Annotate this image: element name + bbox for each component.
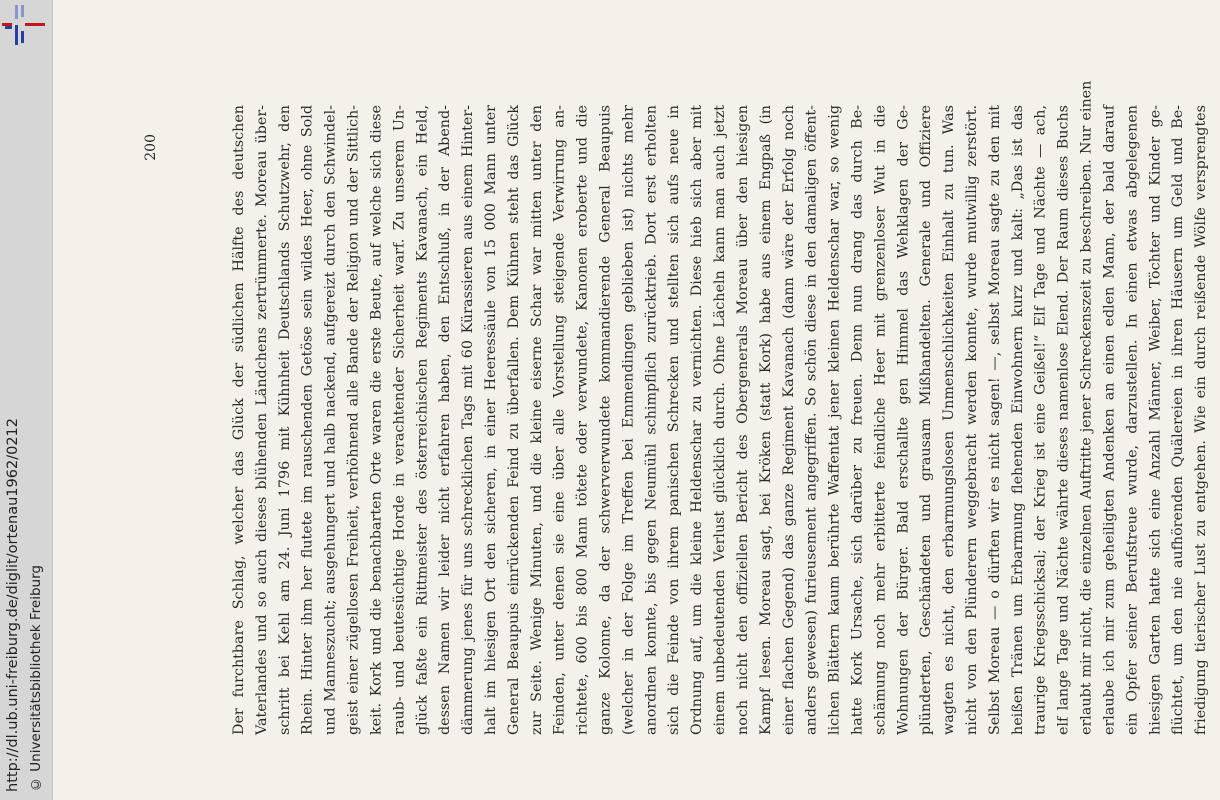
text-line: ganze Kolonne, da der schwerverwundete kommandierende General Beaupuis <box>597 105 614 735</box>
text-line: traurige Kriegsschicksal; der Krieg ist eine Geißel!“ Elf Tage und Nächte — ach, <box>1032 105 1049 735</box>
text-line: elf lange Tage und Nächte währte dieses namenlose Elend. Der Raum dieses Buchs <box>1055 105 1072 735</box>
text-line: hatte Kork Ursache, sich darüber zu freuen. Denn nun drang das durch Be- <box>849 105 866 735</box>
text-line: sich die Feinde von ihrem panischen Schrecken und stellten sich aufs neue in <box>666 105 683 735</box>
text-line: (welcher in der Folge im Treffen bei Emmendingen geblieben ist) nichts mehr <box>620 105 637 735</box>
text-line: keit. Kork und die benachbarten Orte waren die erste Beute, auf welche sich diese <box>368 105 385 735</box>
library-logo-icon <box>2 2 46 48</box>
text-line: Feinden, unter denen sie eine über alle Vorstellung steigende Verwirrung an- <box>551 105 568 735</box>
text-line: Vaterlandes und so auch dieses blühenden Ländchens zertrümmerte. Moreau über- <box>253 105 270 735</box>
text-line: einer flachen Gegend) das ganze Regiment Kavanach (dann wäre der Erfolg noch <box>780 105 797 735</box>
sidebar <box>0 0 53 800</box>
text-line: erlaubt mir nicht, die einzelnen Auftritte jener Schreckenszeit zu beschreiben. Nur einen <box>1078 80 1095 735</box>
text-line: geist einer zügellosen Freiheit, verhöhnend alle Bande der Religion und der Sittlich- <box>345 105 362 735</box>
text-line: Selbst Moreau — o dürften wir es nicht sagen! —, selbst Moreau sagte zu den mit <box>986 105 1003 735</box>
text-line: Ordnung auf, um die kleine Heldenschar zu vernichten. Diese hieb sich aber mit <box>689 105 706 735</box>
text-line: Kampf lesen. Moreau sagt, bei Kröken (statt Kork) habe aus einem Engpaß (in <box>757 105 774 735</box>
page-body-text <box>228 80 1213 735</box>
text-line: schritt bei Kehl am 24. Juni 1796 mit Kühnheit Deutschlands Schutzwehr, den <box>276 105 293 735</box>
text-line: nicht von den Plünderern weggebracht werden konnte, wurde mutwillig zerstört. <box>964 105 980 735</box>
text-line: ein Opfer seiner Berufstreue wurde, darzustellen. In einen etwas abgelegenen <box>1124 105 1141 735</box>
text-line: glück faßte ein Rittmeister des österreichischen Regiments Kavanach, ein Held, <box>414 105 431 735</box>
text-line: und Manneszucht; ausgehungert und halb nackend, aufgereizt durch den Schwindel- <box>322 105 339 735</box>
page-number: 200 <box>143 134 159 161</box>
text-line: plünderten, Geschändeten und grausam Mißhandelten. Generale und Offiziere <box>918 105 935 735</box>
text-line: dessen Namen wir leider nicht erfahren haben, den Entschluß, in der Abend- <box>437 105 454 735</box>
text-line: anders gewesen) furieusement angegriffen. So schön diese in den damaligen öffent- <box>803 105 820 735</box>
text-line: erlaube ich mir zum geheiligten Andenken an einen edlen Mann, der bald darauf <box>1101 105 1118 735</box>
text-line: Der furchtbare Schlag, welcher das Glück der südlichen Hälfte des deutschen <box>231 105 247 735</box>
text-line: richtete, 600 bis 800 Mann tötete oder verwundete, Kanonen eroberte und die <box>574 105 591 735</box>
text-line: schämung noch mehr erbitterte feindliche Heer mit grenzenloser Wut in die <box>872 105 889 735</box>
text-line: halt im hiesigen Ort den sicheren, in einer Heeressäule von 15 000 Mann unter <box>482 105 499 735</box>
text-line: hiesigen Garten hatte sich eine Anzahl Männer, Weiber, Töchter und Kinder ge- <box>1147 105 1164 735</box>
text-line: anordnen konnte, bis gegen Neumühl schimpflich zurücktrieb. Dort erst erholten <box>643 105 660 735</box>
text-line: lichen Blättern kaum berührte Waffentat jener kleinen Heldenschar war, so wenig <box>826 105 843 735</box>
text-line: Wohnungen der Bürger. Bald erschallte gen Himmel das Wehklagen der Ge- <box>895 105 912 735</box>
scanned-page <box>53 0 1220 800</box>
text-line: raub- und beutesüchtige Horde in verachtender Sicherheit warf. Zu unserem Un- <box>391 105 408 735</box>
source-url[interactable]: http://dl.ub.uni-freiburg.de/diglit/ortenau1962/0212 <box>5 418 21 792</box>
text-line: flüchtet, um den nie aufhörenden Quälereien in ihren Häusern um Geld und Be- <box>1170 105 1187 735</box>
text-line: General Beaupuis einrückenden Feind zu überfallen. Dem Kühnen steht das Glück <box>505 105 522 735</box>
text-line: zur Seite. Wenige Minuten, und die kleine eiserne Schar war mitten unter den <box>528 105 545 735</box>
text-line: friedigung tierischer Lust zu entgehen. Wie ein durch reißende Wölfe versprengtes <box>1193 105 1210 735</box>
text-line: Rhein. Hinter ihm her flutete im rauschenden Getöse sein wildes Heer, ohne Sold <box>299 105 316 735</box>
text-line: wagten es nicht, den erbarmungslosen Unmenschlichkeiten Einhalt zu tun. Was <box>941 105 958 735</box>
text-line: dämmerung jenes für uns schrecklichen Tags mit 60 Kürassieren aus einem Hinter- <box>460 105 477 735</box>
copyright-notice: © Universitätsbibliothek Freiburg <box>28 564 44 792</box>
text-line: einem unbedeutenden Verlust glücklich durch. Ohne Lächeln kann man auch jetzt <box>712 105 729 735</box>
text-line: noch nicht den offiziellen Bericht des Obergenerals Moreau über den hiesigen <box>734 105 751 735</box>
text-line: heißen Tränen um Erbarmung flehenden Einwohnern kurz und kalt: „Das ist das <box>1009 105 1026 735</box>
